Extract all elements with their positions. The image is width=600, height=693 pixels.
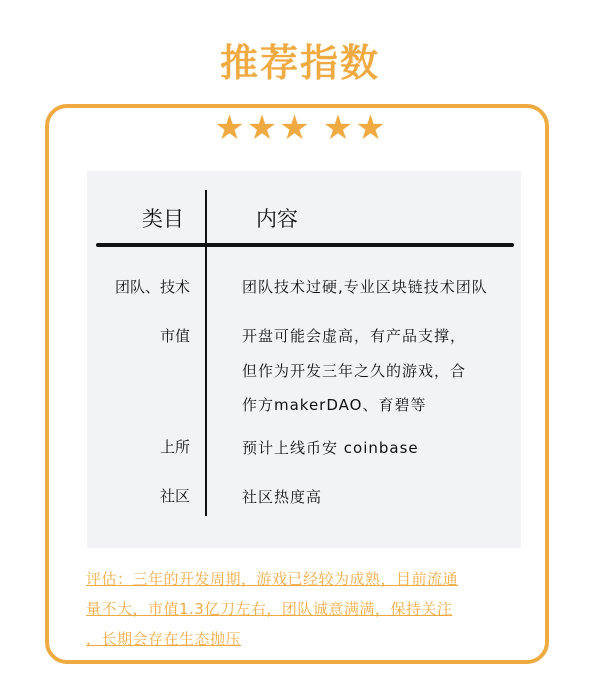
row-content-listing: 预计上线币安 coinbase [242, 439, 419, 457]
header-category: 类目 [142, 207, 184, 231]
row-category-market-cap: 市值 [159, 327, 190, 345]
evaluation-text [86, 564, 536, 654]
star-icon: ★ [355, 108, 386, 148]
star-icon: ★ [214, 108, 245, 148]
evaluation-line: 评估：三年的开发周期，游戏已经较为成熟，目前流通 [86, 570, 459, 588]
row-category-listing: 上所 [159, 438, 190, 456]
table-column-divider [205, 190, 207, 516]
star-icon: ★ [246, 108, 278, 148]
star-icon: ★ [279, 108, 310, 148]
row-content-team: 团队技术过硬,专业区块链技术团队 [242, 278, 488, 296]
row-content-market-cap-line3: 作方makerDAO、育碧等 [242, 396, 427, 414]
row-content-market-cap-line2: 但作为开发三年之久的游戏，合 [242, 362, 467, 380]
row-category-team: 团队、技术 [114, 278, 190, 296]
evaluation-line: 量不大，市值1.3亿刀左右，团队诚意满满，保持关注 [86, 600, 453, 618]
star-rating [0, 108, 600, 148]
row-content-community: 社区热度高 [242, 488, 323, 506]
evaluation-line: ，长期会存在生态抛压 [86, 630, 242, 648]
header-content: 内容 [256, 207, 298, 231]
table-header-divider [96, 243, 514, 247]
row-content-market-cap-line1: 开盘可能会虚高，有产品支撑， [242, 327, 467, 345]
star-icon: ★ [322, 108, 354, 148]
page-title: 推荐指数 [219, 41, 380, 85]
row-category-community: 社区 [159, 487, 190, 505]
